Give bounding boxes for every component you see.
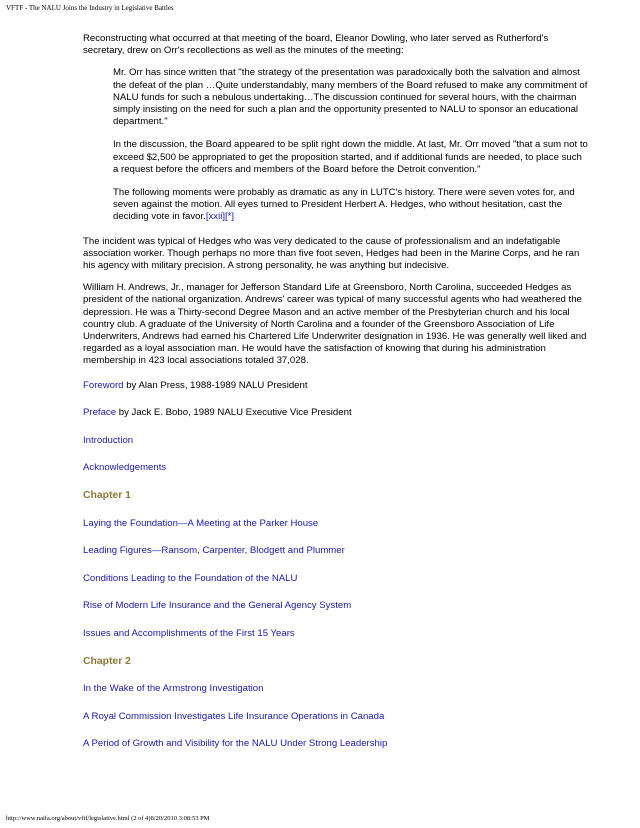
introduction-link[interactable]: Introduction — [83, 434, 134, 446]
chapter2-link-2[interactable]: A Royal Commission Investigates Life Insurance Operations in Canada — [83, 710, 385, 722]
endnote-link[interactable]: [xxii] — [205, 211, 225, 223]
quote-paragraph-1: Mr. Orr has since written that "the strategy of the presentation was paradoxically both the salvation and almost the defeat of the plan …Quite understandably, many members of the Board refused to make any commitment of NALU funds for such a nebulous undertaking…The discussion continued for several hours, with the chairman simply insisting on the need for such a plan and the opportunity presented to NALU to sponsor an educational department." — [113, 67, 588, 128]
chapter1-link-2[interactable]: Leading Figures—Ransom, Carpenter, Blodgett and Plummer — [83, 545, 345, 557]
andrews-paragraph: William H. Andrews, Jr., manager for Jefferson Standard Life at Greensboro, North Carolina, succeeded Hedges as president of the national organization. Andrews' career was typical of many successful agents who had weathered the depression. He was a Thirty-second Degree Mason and an active member of the Presbyterian church and his local country club. A graduate of the University of North Carolina and a founder of the Greensboro Association of Life Underwriters, Andrews had earned his Chartered Life Underwriter designation in 1936. He was generally well liked and regarded as a loyal association man. He would have the satisfaction of knowing that during his administration membership in 423 local associations totaled 37,028. — [83, 282, 587, 367]
toc-chapter1-item — [83, 518, 588, 546]
hedges-paragraph: The incident was typical of Hedges who was very dedicated to the cause of professionalism and an indefatigable association worker. Though perhaps no more than five foot seven, Hedges had been in the Marine Corps, and he ran his agency with military precision. A strong personality, he was anything but indecisive. — [83, 235, 580, 272]
preface-credit: by Jack E. Bobo, 1989 NALU Executive Vice President — [116, 407, 352, 419]
toc-chapter1-item — [83, 600, 588, 628]
foreword-credit: by Alan Press, 1988-1989 NALU President — [123, 379, 308, 391]
acknowledgements-link[interactable]: Acknowledgements — [83, 462, 167, 474]
intro-paragraph: Reconstructing what occurred at that meeting of the board, Eleanor Dowling, who later served as Rutherford's secretary, drew on Orr's recollections as well as the minutes of the meeting: — [83, 33, 549, 57]
chapter2-link-1[interactable]: In the Wake of the Armstrong Investigation — [83, 683, 264, 695]
print-footer: http://www.naifa.org/about/vftf/legislative.html (2 of 4)8/20/2010 3:08:53 PM — [6, 815, 210, 822]
chapter-2-heading: Chapter 2 — [83, 655, 131, 667]
toc-chapter1-item — [83, 545, 588, 573]
toc-acknowledgements — [83, 462, 588, 490]
quote-paragraph-2: In the discussion, the Board appeared to be split right down the middle. At last, Mr. Orr moved "that a sum not to exceed $2,500 be appropriated to get the proposition started, and if additional funds are needed, to place such a request before the officers and members of the Board before the Detroit convention." — [113, 139, 588, 175]
quote-paragraph-3 — [113, 187, 588, 224]
quote-paragraph-3-text: The following moments were probably as dramatic as any in LUTC's history. There were seven votes for, and seven against the motion. All eyes turned to President Herbert A. Hedges, who without hesitation, cast the deciding vote in favor. — [113, 187, 575, 223]
chapter2-link-3[interactable]: A Period of Growth and Visibility for the NALU Under Strong Leadership — [83, 738, 388, 750]
block-quote — [113, 67, 588, 223]
preface-link[interactable]: Preface — [83, 407, 117, 419]
table-of-contents — [83, 380, 588, 766]
chapter-1-heading: Chapter 1 — [83, 490, 131, 502]
toc-chapter1-item — [83, 573, 588, 601]
chapter1-link-3[interactable]: Conditions Leading to the Foundation of the NALU — [83, 572, 298, 584]
toc-chapter2-item — [83, 711, 588, 739]
chapter1-link-4[interactable]: Rise of Modern Life Insurance and the General Agency System — [83, 600, 352, 612]
toc-introduction — [83, 435, 588, 463]
print-header: VFTF - The NALU Joins the Industry in Legislative Battles — [6, 4, 174, 12]
foreword-link[interactable]: Foreword — [83, 379, 124, 391]
article-body — [83, 33, 588, 766]
footnote-link[interactable]: [*] — [225, 211, 235, 223]
toc-preface — [83, 407, 588, 435]
chapter1-link-5[interactable]: Issues and Accomplishments of the First 15 Years — [83, 628, 295, 640]
toc-chapter1-item — [83, 628, 588, 656]
toc-chapter2-item — [83, 683, 588, 711]
toc-chapter2-item — [83, 738, 588, 766]
toc-foreword — [83, 380, 588, 408]
chapter1-link-1[interactable]: Laying the Foundation—A Meeting at the Parker House — [83, 517, 319, 529]
